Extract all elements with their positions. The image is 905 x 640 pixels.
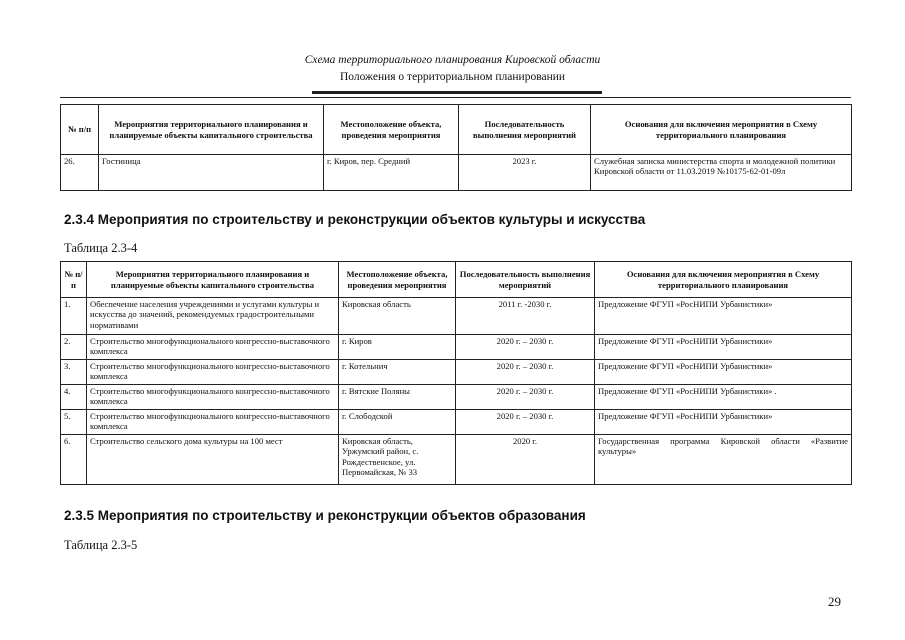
table-header-row: [61, 262, 852, 298]
col-header-sequence: Последовательность выполнения мероприятий: [459, 105, 591, 155]
cell-location: Кировская область, Уржумский район, с. Рождественское, ул. Первомайская, № 33: [339, 435, 456, 485]
cell-location: г. Киров, пер. Средний: [324, 155, 459, 191]
table-header-row: [61, 105, 852, 155]
cell-num: 3.: [61, 360, 87, 385]
cell-basis: Государственная программа Кировской области «Развитие культуры»: [595, 435, 852, 485]
table-row: [61, 435, 852, 485]
cell-measure: Строительство многофункционального конгрессно-выставочного комплекса: [87, 410, 339, 435]
page-number: 29: [828, 594, 841, 609]
table-2-3-4: [60, 261, 852, 485]
cell-period: 2020 г. – 2030 г.: [456, 410, 595, 435]
section-heading-culture: 2.3.4 Мероприятия по строительству и реконструкции объектов культуры и искусства: [64, 212, 646, 227]
cell-num: 4.: [61, 385, 87, 410]
cell-location: г. Слободской: [339, 410, 456, 435]
col-header-measure: Мероприятия территориального планирования и планируемые объекты капитального строительства: [99, 105, 324, 155]
cell-period: 2023 г.: [459, 155, 591, 191]
cell-basis: Предложение ФГУП «РосНИПИ Урбанистики»: [595, 410, 852, 435]
col-header-sequence: Последовательность выполнения мероприятий: [456, 262, 595, 298]
table-label-2-3-5: Таблица 2.3-5: [64, 538, 138, 552]
col-header-location: Местоположение объекта, проведения мероприятия: [324, 105, 459, 155]
cell-num: 26.: [61, 155, 99, 191]
cell-location: г. Вятские Поляны: [339, 385, 456, 410]
cell-period: 2020 г. – 2030 г.: [456, 360, 595, 385]
col-header-measure: Мероприятия территориального планирования и планируемые объекты капитального строительства: [87, 262, 339, 298]
document-header-title: Схема территориального планирования Кировской области: [304, 54, 601, 66]
document-header-subtitle: Положения о территориальном планировании: [339, 71, 566, 83]
cell-measure: Гостиница: [99, 155, 324, 191]
cell-location: Кировская область: [339, 298, 456, 335]
cell-measure: Обеспечение населения учреждениями и услугами культуры и искусства до значений, рекомендуемых градостроительными нормативами: [87, 298, 339, 335]
cell-measure: Строительство многофункционального конгрессно-выставочного комплекса: [87, 335, 339, 360]
table-label-2-3-4: Таблица 2.3-4: [64, 241, 138, 255]
col-header-basis: Основания для включения мероприятия в Схему территориального планирования: [595, 262, 852, 298]
cell-measure: Строительство многофункционального конгрессно-выставочного комплекса: [87, 385, 339, 410]
table-row: [61, 410, 852, 435]
table-row: [61, 155, 852, 191]
col-header-basis: Основания для включения мероприятия в Схему территориального планирования: [591, 105, 852, 155]
cell-period: 2020 г. – 2030 г.: [456, 335, 595, 360]
cell-num: 1.: [61, 298, 87, 335]
table-row: [61, 385, 852, 410]
table-row: [61, 298, 852, 335]
col-header-num: № п/п: [61, 105, 99, 155]
cell-basis: Предложение ФГУП «РосНИПИ Урбанистики»: [595, 335, 852, 360]
cell-basis: Предложение ФГУП «РосНИПИ Урбанистики» .: [595, 385, 852, 410]
table-row: [61, 360, 852, 385]
cell-period: 2020 г. – 2030 г.: [456, 385, 595, 410]
section-heading-education: 2.3.5 Мероприятия по строительству и реконструкции объектов образования: [64, 508, 586, 523]
cell-basis: Предложение ФГУП «РосНИПИ Урбанистики»: [595, 298, 852, 335]
cell-location: г. Киров: [339, 335, 456, 360]
cell-num: 2.: [61, 335, 87, 360]
cell-period: 2011 г. -2030 г.: [456, 298, 595, 335]
cell-location: г. Котельнич: [339, 360, 456, 385]
cell-period: 2020 г.: [456, 435, 595, 485]
cell-num: 6.: [61, 435, 87, 485]
cell-measure: Строительство сельского дома культуры на 100 мест: [87, 435, 339, 485]
cell-basis: Предложение ФГУП «РосНИПИ Урбанистики»: [595, 360, 852, 385]
header-rule-thin: [60, 97, 851, 98]
col-header-num: № п/п: [61, 262, 87, 298]
header-rule-thick: [312, 91, 602, 94]
cell-basis: Служебная записка министерства спорта и молодежной политики Кировской области от 11.03.2019 №10175-62-01-09л: [591, 155, 852, 191]
table-continued: [60, 104, 852, 191]
cell-measure: Строительство многофункционального конгрессно-выставочного комплекса: [87, 360, 339, 385]
col-header-location: Местоположение объекта, проведения мероприятия: [339, 262, 456, 298]
table-row: [61, 335, 852, 360]
cell-num: 5.: [61, 410, 87, 435]
